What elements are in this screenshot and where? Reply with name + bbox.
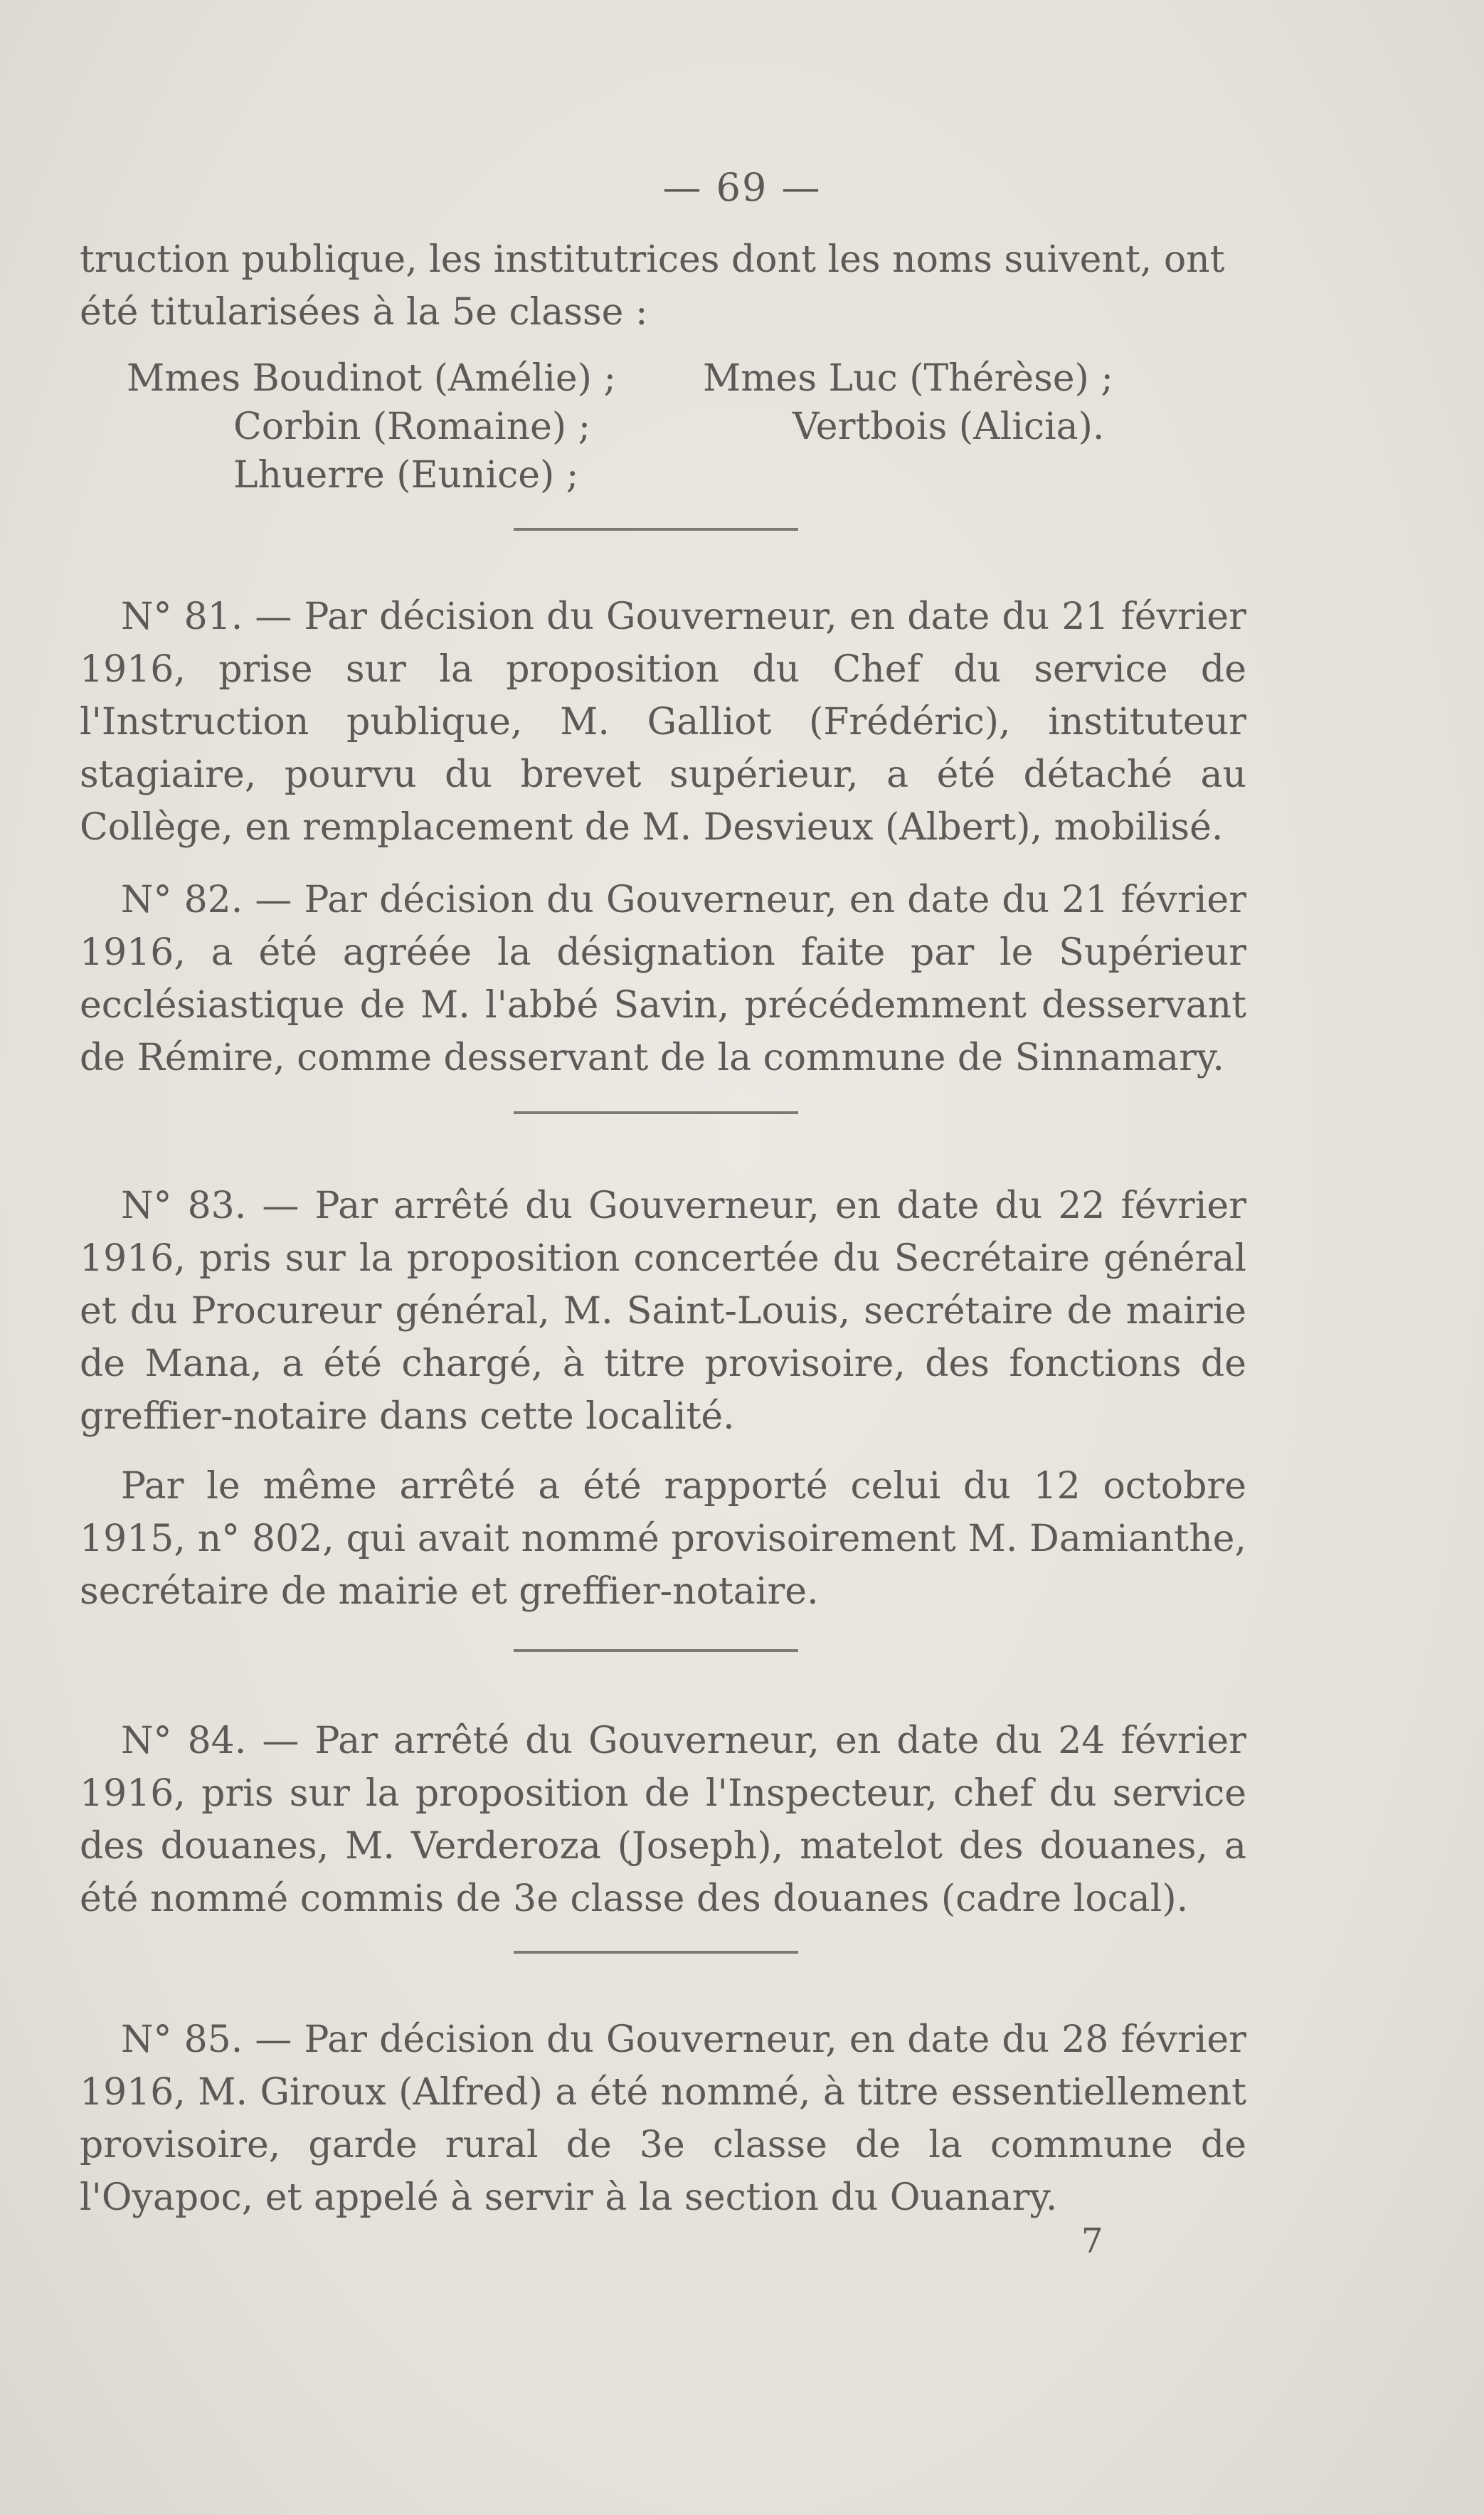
folio-mark: 7 — [1081, 2221, 1103, 2261]
paragraph-84: N° 84. — Par arrêté du Gouverneur, en date du 24 février 1916, pris sur la proposition de l'Inspecteur, chef du service des douanes, M. Verderoza (Joseph), matelot des douanes, a été nommé commis de 3e classe des douanes (cadre local). — [80, 1720, 1246, 1920]
intro-line-1: truction publique, les institutrices dont les noms suivent, ont — [80, 238, 1225, 281]
intro-text — [80, 233, 1246, 339]
name-item: Corbin (Romaine) ; — [233, 406, 591, 448]
names-row-3 — [127, 451, 1265, 499]
paragraph-85: N° 85. — Par décision du Gouverneur, en date du 28 février 1916, M. Giroux (Alfred) a été nommé, à titre essentiellement provisoire, garde rural de 3e classe de la commune de l'Oyapoc, et appelé à servir à la section du Ouanary. — [80, 2018, 1246, 2219]
separator-rule — [514, 1649, 798, 1652]
name-item: Lhuerre (Eunice) ; — [233, 454, 579, 497]
decision-84 — [80, 1715, 1246, 1925]
decision-81 — [80, 591, 1246, 854]
separator-rule — [514, 1111, 798, 1114]
separator-rule — [514, 1951, 798, 1954]
paragraph-81: N° 81. — Par décision du Gouverneur, en date du 21 février 1916, prise sur la proposition du Chef du service de l'Instruction publique, M. Galliot (Frédéric), instituteur stagiaire, pourvu du brevet supérieur, a été détaché au Collège, en remplacement de M. Desvieux (Albert), mobilisé. — [80, 595, 1246, 849]
paragraph-82: N° 82. — Par décision du Gouverneur, en date du 21 février 1916, a été agréée la désignation faite par le Supérieur ecclésiastique de M. l'abbé Savin, précédemment desservant de Rémire, comme desservant de la commune de Sinnamary. — [80, 879, 1246, 1079]
name-item: Vertbois (Alicia). — [793, 406, 1105, 448]
decision-83-addendum — [80, 1460, 1246, 1618]
names-list — [127, 354, 1265, 499]
names-row-2 — [127, 403, 1265, 451]
names-row-1 — [127, 354, 1265, 403]
decision-83 — [80, 1180, 1246, 1443]
intro-line-2: été titularisées à la 5e classe : — [80, 291, 648, 334]
decision-85 — [80, 2013, 1246, 2224]
name-item: Mmes Luc (Thérèse) ; — [703, 357, 1113, 400]
paragraph-83-addendum: Par le même arrêté a été rapporté celui du 12 octobre 1915, n° 802, qui avait nommé provisoirement M. Damianthe, secrétaire de mairie et greffier-notaire. — [80, 1465, 1246, 1613]
name-item: Mmes Boudinot (Amélie) ; — [127, 357, 616, 400]
decision-82 — [80, 874, 1246, 1084]
paragraph-83: N° 83. — Par arrêté du Gouverneur, en date du 22 février 1916, pris sur la proposition concertée du Secrétaire général et du Procureur général, M. Saint-Louis, secrétaire de mairie de Mana, a été chargé, à titre provisoire, des fonctions de greffier-notaire dans cette localité. — [80, 1185, 1246, 1438]
separator-rule — [514, 528, 798, 531]
page-number: — 69 — — [662, 165, 822, 210]
